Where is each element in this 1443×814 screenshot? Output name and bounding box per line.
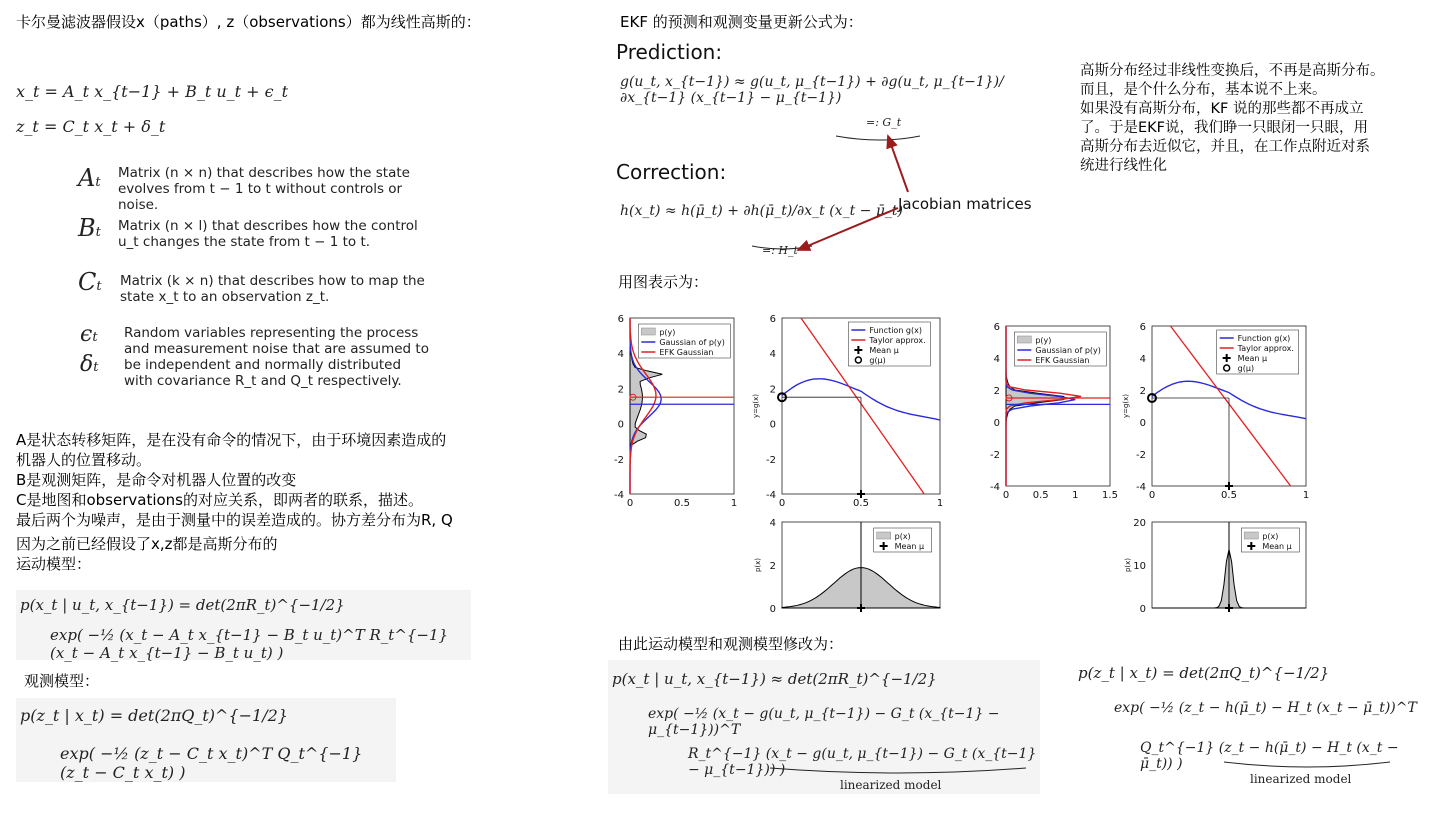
plotB-func-xtick: 0	[1148, 490, 1156, 501]
legend-label: EFK Gaussian	[1035, 356, 1090, 365]
plotB-func-ytick: 2	[1139, 386, 1146, 397]
plotB-func-ylabel: y=g(x)	[1122, 393, 1130, 419]
obs-model-formula: p(z_t | x_t) = det(2πQ_t)^{−1/2} exp( −½ (z_t − C_t x_t)^T Q_t^{−1} (z_t − C_t x_t) )	[16, 698, 396, 782]
legend-label: g(μ)	[1237, 364, 1255, 373]
plotA-py-ytick: 2	[617, 384, 624, 396]
obs-linearized-formula: p(z_t | x_t) = det(2πQ_t)^{−1/2} exp( −½ (z_t − h(μ̄_t) − H_t (x_t − μ̄_t))^T Q_t^{−1} (z_t − h(μ̄_t) − H_t (x_t − μ̄_t)) ) linearized model	[1078, 664, 1417, 786]
legend-label: Taylor approx.	[1237, 344, 1294, 353]
jacobian-arrows	[600, 100, 1060, 270]
legend-swatch	[641, 328, 655, 335]
plotB-func-ytick: 0	[1139, 418, 1146, 429]
def-b-text: Matrix (n × l) that describes how the control u_t changes the state from t − 1 to t.	[118, 218, 418, 250]
observation-equation: z_t = C_t x_t + δ_t	[16, 117, 166, 136]
ekf-plots-wide	[608, 308, 956, 618]
arrow-to-H	[798, 208, 898, 250]
jacobian-label: Jacobian matrices	[898, 195, 1032, 213]
plotA-func-ytick: 6	[769, 314, 776, 325]
plotA-px-ytick: 0	[769, 604, 776, 615]
plotB-px-ylabel: p(x)	[1124, 557, 1132, 573]
state-equation: x_t = A_t x_{t−1} + B_t u_t + ϵ_t	[16, 82, 289, 101]
plotB-func-ytick: 4	[1139, 354, 1146, 365]
legend-label: p(x)	[894, 532, 911, 541]
plotA-py-ytick: 0	[617, 419, 624, 431]
def-b: Bt	[78, 214, 101, 242]
plotA-px-ytick: 4	[769, 518, 776, 529]
plotA-func-ytick: 4	[769, 349, 776, 361]
plotB-py-ytick: 6	[993, 322, 1000, 333]
plotA-py-xtick: 1	[730, 498, 738, 509]
graph-label: 用图表示为：	[618, 273, 709, 291]
legend-label: Mean μ	[894, 542, 925, 551]
plotB-func-ytick: -4	[1136, 482, 1146, 493]
plotB-py-xtick: 0	[1002, 490, 1010, 501]
def-c-text: Matrix (k × n) that describes how to map the state x_t to an observation z_t.	[120, 273, 425, 305]
plotA-px-ylabel: p(x)	[754, 557, 762, 573]
correction-brace-label: =: H_t	[762, 244, 798, 257]
plotB-px-ytick: 10	[1133, 561, 1146, 572]
plotB-px-ytick: 20	[1133, 518, 1146, 529]
plotB-py-xtick: 1	[1072, 490, 1079, 501]
plotB-py-xtick: 1.5	[1102, 490, 1118, 501]
legend-label: p(y)	[1035, 336, 1052, 345]
legend-label: p(x)	[1262, 532, 1279, 541]
legend-swatch	[1244, 532, 1258, 539]
right-notes: 高斯分布经过非线性变换后，不再是高斯分布。 而且，是个什么分布，基本说不上来。 如果没有高斯分布，KF 说的那些都不再成立 了。于是EKF说，我们睁一只眼闭一只眼，用 高斯分布去近似它，并且，在工作点附近对系 统进行线性化	[1080, 63, 1385, 174]
legend-label: Function g(x)	[1237, 334, 1291, 343]
legend-label: p(y)	[659, 328, 676, 337]
legend-label: Mean μ	[869, 346, 899, 355]
plotB-py-ytick: -4	[990, 482, 1000, 493]
plotA-py-xtick: 0	[626, 498, 634, 509]
def-eps: ϵt	[80, 322, 98, 347]
def-a: At	[78, 164, 101, 192]
legend-label: Mean μ	[1237, 354, 1268, 363]
plotB-py-xtick: 0.5	[1032, 490, 1049, 501]
notes-block: A是状态转移矩阵，是在没有命令的情况下，由于环境因素造成的 机器人的位置移动。 B是观测矩阵，是命令对机器人位置的改变 C是地图和observations的对应关系，即两者的联系，描述。 最后两个为噪声，是由于测量中的误差造成的。协方差分布为R, Q 因为之前已经假设了x,z都是高斯分布的 运动模型：	[16, 431, 453, 573]
legend-label: EFK Gaussian	[659, 348, 714, 357]
motion-model-formula: p(x_t | u_t, x_{t−1}) = det(2πR_t)^{−1/2} exp( −½ (x_t − A_t x_{t−1} − B_t u_t)^T R_t^{−1} (x_t − A_t x_{t−1} − B_t u_t) )	[16, 590, 471, 660]
def-c: Ct	[78, 268, 102, 296]
plotA-func-ytick: -4	[766, 490, 776, 501]
plotB-func-xtick: 1	[1302, 490, 1310, 501]
legend-swatch	[877, 532, 891, 539]
plotB-func-ytick: 6	[1139, 322, 1146, 333]
legend-swatch	[1017, 336, 1031, 343]
plotA-py-xtick: 0.5	[674, 498, 690, 509]
legend-label: Gaussian of p(y)	[659, 338, 725, 347]
arrow-to-G	[888, 136, 908, 192]
ekf-title: EKF 的预测和观测变量更新公式为：	[620, 13, 863, 31]
plotB-func-xtick: 0.5	[1221, 490, 1237, 501]
plotB-py-ytick: 0	[993, 418, 1000, 429]
plotA-py-ytick: 6	[617, 314, 624, 325]
prediction-heading: Prediction:	[616, 40, 723, 64]
plotA-func-mean-marker	[857, 490, 865, 498]
plotB-func-ytick: -2	[1136, 450, 1146, 461]
legend-label: Taylor approx.	[869, 336, 926, 345]
plotA-func-ytick: 0	[769, 419, 776, 431]
plotB-py-ytick: 2	[993, 386, 1000, 397]
def-a-text: Matrix (n × n) that describes how the state evolves from t − 1 to t without controls or noise.	[118, 165, 410, 213]
prediction-brace-label: =: G_t	[866, 116, 902, 129]
plotA-py-ytick: -4	[614, 490, 624, 501]
legend-label: Function g(x)	[869, 326, 922, 335]
plotA-py-ytick: 4	[617, 349, 624, 361]
ekf-plots-narrow	[984, 316, 1314, 618]
plotA-py-ytick: -2	[614, 454, 624, 466]
plotB-func-mean-marker	[1225, 482, 1233, 490]
prediction-equation: g(u_t, x_{t−1}) ≈ g(u_t, μ_{t−1}) + ∂g(u_t, μ_{t−1})/∂x_{t−1} (x_{t−1} − μ_{t−1})	[620, 74, 1004, 106]
def-noise-text: Random variables representing the process and measurement noise that are assumed to be independent and normally distributed with covariance R_t and Q_t respectively.	[124, 325, 429, 389]
plotA-func-ytick: -2	[766, 454, 776, 466]
legend-label: Gaussian of p(y)	[1035, 346, 1101, 355]
motion-linearized-formula: p(x_t | u_t, x_{t−1}) ≈ det(2πR_t)^{−1/2} exp( −½ (x_t − g(u_t, μ_{t−1}) − G_t (x_{t−1} − μ_{t−1}))^T R_t^{−1} (x_t − g(u_t, μ_{t−1}) − G_t (x_{t−1} − μ_{t−1})) ) linearized model	[608, 660, 1040, 794]
plotA-func-ytick: 2	[769, 384, 776, 396]
plotA-func-xtick: 0.5	[853, 498, 869, 509]
plotA-func-xtick: 1	[936, 498, 944, 509]
modified-label: 由此运动模型和观测模型修改为：	[618, 635, 844, 653]
correction-equation: h(x_t) ≈ h(μ̄_t) + ∂h(μ̄_t)/∂x_t (x_t − μ̄_t)	[620, 203, 904, 219]
prediction-underbrace	[836, 136, 920, 140]
legend-label: Mean μ	[1262, 542, 1292, 551]
plotA-px-ytick: 2	[769, 561, 776, 572]
obs-model-label: 观测模型：	[24, 672, 100, 690]
plotB-py-ytick: -2	[990, 450, 1000, 461]
plotA-func-ylabel: y=g(x)	[752, 393, 760, 419]
plotA-func-xtick: 0	[778, 498, 786, 509]
legend-label: g(μ)	[869, 356, 886, 365]
plotB-px-ytick: 0	[1139, 604, 1146, 615]
def-delta: δt	[80, 352, 99, 377]
intro-text: 卡尔曼滤波器假设x（paths）, z（observations）都为线性高斯的：	[16, 13, 481, 31]
plotB-py-ytick: 4	[993, 354, 1000, 365]
correction-heading: Correction:	[616, 160, 727, 184]
